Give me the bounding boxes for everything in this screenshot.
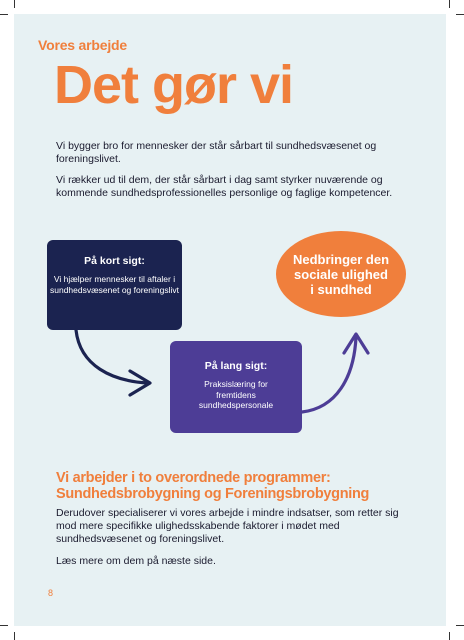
short-term-card <box>47 240 182 330</box>
short-term-text: Vi hjælper mennesker til aftaler i sundhedsvæsenet og foreningslivt <box>50 274 179 295</box>
outcome-text: Nedbringer den sociale ulighed i sundhed <box>292 251 390 297</box>
section-label: Vores arbejde <box>38 37 127 53</box>
arrow-short-to-long <box>76 330 150 395</box>
page-title: Det gør vi <box>54 55 294 115</box>
short-term-title: På kort sigt: <box>84 255 145 267</box>
page-number: 8 <box>48 588 54 598</box>
programs-heading: Vi arbejder i to overordnede programmer: Sundhedsbrobygning og Foreningsbrobygning <box>56 470 370 502</box>
programs-paragraph: Derudover specialiserer vi vores arbejde i mindre indsatser, som retter sig mod mere specifikke ulighedsskabende faktorer i mødet med sundhedsvæsenet og foreningslivet. <box>56 507 399 545</box>
outcome-ellipse <box>276 231 406 317</box>
programs-paragraph: Læs mere om dem på næste side. <box>56 555 216 567</box>
intro-paragraph: Vi rækker ud til dem, der står sårbart i dag samt styrker nuværende og kommende sundhedsprofessionelles personlige og faglige kompetencer. <box>56 174 393 199</box>
arrow-long-to-outcome <box>302 334 368 412</box>
long-term-text: Praksislæring for fremtidens sundhedspersonale <box>198 379 274 410</box>
long-term-card <box>170 341 302 433</box>
intro-paragraph: Vi bygger bro for mennesker der står sårbart til sundhedsvæsenet og foreningslivet. <box>56 140 377 165</box>
long-term-title: På lang sigt: <box>204 360 268 372</box>
